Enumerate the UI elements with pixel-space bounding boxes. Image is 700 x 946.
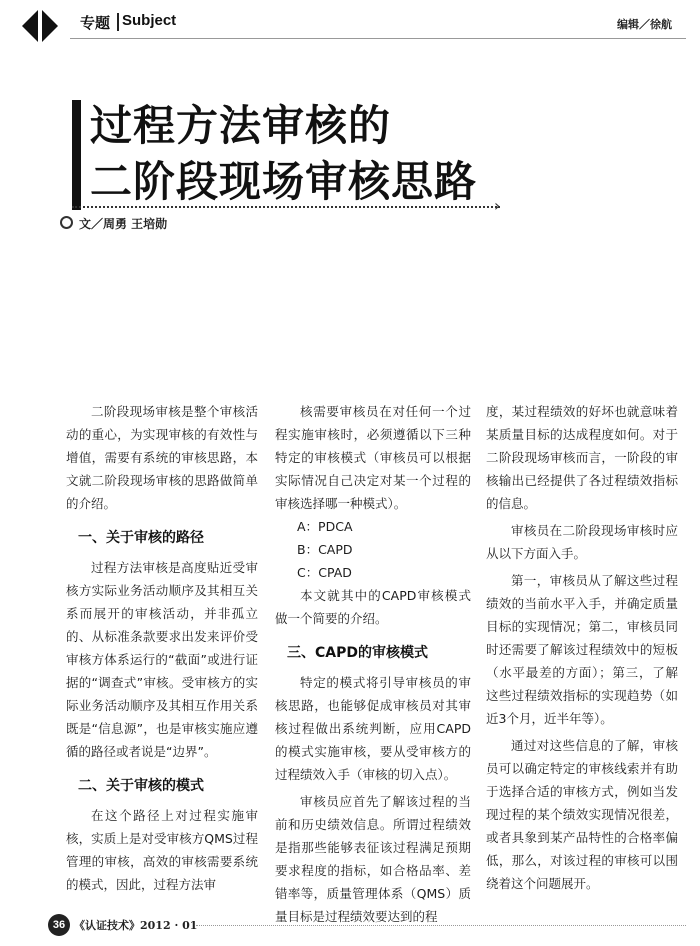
journal-issue: 《认证技术》2012 · 01: [74, 919, 198, 932]
column-2: [275, 400, 471, 928]
header-separator: [117, 13, 119, 31]
section-heading: 一、关于审核的路径: [78, 530, 204, 546]
column-3: [486, 400, 678, 895]
byline: [60, 215, 167, 232]
footer-rule: [196, 925, 686, 926]
paragraph: 特定的模式将引导审核员的审核思路，也能够促成审核员对其审核过程做出系统判断，应用CAPD的模式实施审核，要从受审核方的过程绩效入手（审核的切入点）。: [275, 675, 471, 782]
byline-bullet-icon: [60, 216, 73, 229]
paragraph: 在这个路径上对过程实施审核，实质上是对受审核方QMS过程管理的审核，高效的审核需要系统的模式，因此，过程方法审: [66, 808, 258, 892]
arrow-right-icon: ›: [494, 196, 501, 215]
byline-text: 文／周勇 王培勋: [79, 217, 168, 231]
title-line-2: 二阶段现场审核思路: [90, 157, 478, 206]
paragraph: 核需要审核员在对任何一个过程实施审核时，必须遵循以下三种特定的审核模式（审核员可以根据实际情况自己决定对某一个过程的审核选择哪一种模式）。: [275, 404, 471, 511]
diamond-logo-icon: [20, 6, 60, 46]
title-dotted-rule: [72, 206, 500, 208]
paragraph: 第一，审核员从了解这些过程绩效的当前水平入手，并确定质量目标的实现情况；第二，审核员同时还需要了解该过程绩效中的短板（水平最差的方面）；第三，了解这些过程绩效指标的实现趋势（如近3个月，近半年等）。: [486, 573, 678, 726]
column-1: [66, 400, 258, 896]
mode-option-a: A：PDCA: [297, 519, 353, 534]
paragraph: 审核员应首先了解该过程的当前和历史绩效信息。所谓过程绩效是指那些能够表征该过程满足预期要求程度的指标，如合格品率、差错率等，质量管理体系（QMS）质量目标是过程绩效要达到的程: [275, 794, 471, 924]
section-heading: 三、CAPD的审核模式: [287, 645, 428, 661]
paragraph: 审核员在二阶段现场审核时应从以下方面入手。: [486, 523, 678, 561]
title-line-1: 过程方法审核的: [90, 101, 392, 150]
mode-option-c: C：CPAD: [297, 565, 352, 580]
article-title: [90, 98, 477, 210]
section-subject: Subject: [122, 12, 177, 29]
paragraph: 过程方法审核是高度贴近受审核方实际业务活动顺序及其相互关系而展开的审核活动，并非孤立的、从标准条款要求出发来评价受审核方体系运行的“截面”或进行证据的“调查式”审核。受审核方的实际业务活动顺序及其相互作用关系既是“信息源”，也是审核实施应遵循的路径或者说是“边界”。: [66, 560, 258, 759]
paragraph: 二阶段现场审核是整个审核活动的重心，为实现审核的有效性与增值，需要有系统的审核思路，本文就二阶段现场审核的思路做简单的介绍。: [66, 404, 258, 511]
title-accent-bar: [72, 100, 81, 210]
paragraph: 本文就其中的CAPD审核模式做一个简要的介绍。: [275, 588, 471, 626]
editor-credit: 编辑／徐航: [617, 18, 672, 31]
paragraph: 度，某过程绩效的好坏也就意味着某质量目标的达成程度如何。对于二阶段现场审核而言，一阶段的审核输出已经提供了各过程绩效指标的信息。: [486, 404, 678, 511]
section-topic: 专题: [80, 14, 111, 32]
page-number: 36: [48, 914, 70, 936]
header-rule: [70, 38, 686, 39]
mode-option-b: B：CAPD: [297, 542, 353, 557]
section-heading: 二、关于审核的模式: [78, 778, 204, 794]
paragraph: 通过对这些信息的了解，审核员可以确定特定的审核线索并有助于选择合适的审核方式，例如当发现过程的某个绩效实现情况很差，或者具象到某产品特性的合格率偏低，那么，对该过程的审核可以围绕着这个问题展开。: [486, 738, 678, 891]
